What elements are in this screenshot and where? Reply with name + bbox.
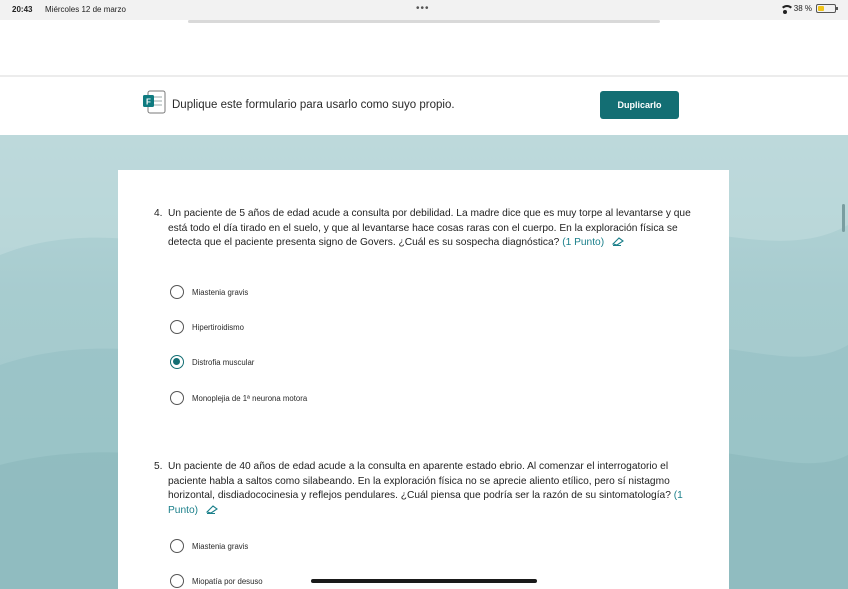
duplicate-banner-text: Duplique este formulario para usarlo como suyo propio.	[172, 99, 455, 111]
question-text: Un paciente de 40 años de edad acude a la consulta en aparente estado ebrio. Al comenzar el interrogatorio el paciente habla a saltos como silabeando. En la exploración física no se aprecie aliento etílico, pero sí nistagmo horizontal, disdiadococinesia y reflejos pendulares. ¿Cuál piensa que podría ser la razón de su sintomatología?	[168, 461, 671, 501]
scrollbar[interactable]	[842, 204, 845, 232]
radio-button[interactable]	[170, 320, 184, 334]
radio-button[interactable]	[170, 285, 184, 299]
battery-fill	[818, 6, 824, 11]
option-hipertiroidismo[interactable]	[170, 319, 244, 335]
duplicate-button[interactable]: Duplicarlo	[600, 91, 679, 119]
page-header	[0, 23, 848, 75]
immersive-reader-icon[interactable]	[611, 236, 625, 246]
question-number: 4.	[154, 208, 163, 219]
immersive-reader-icon[interactable]	[205, 504, 219, 514]
status-bar	[0, 0, 848, 20]
radio-button-selected[interactable]	[170, 355, 184, 369]
svg-text:F: F	[146, 97, 151, 107]
duplicate-banner	[0, 77, 848, 135]
status-indicators	[780, 4, 836, 13]
wifi-icon	[780, 5, 790, 13]
home-indicator[interactable]	[311, 579, 537, 583]
status-date: Miércoles 12 de marzo	[45, 5, 126, 14]
question-4	[154, 207, 694, 251]
option-miastenia-gravis[interactable]	[170, 284, 248, 300]
radio-button[interactable]	[170, 391, 184, 405]
question-points: (1 Punto)	[168, 490, 683, 516]
form-card	[118, 170, 729, 589]
radio-button[interactable]	[170, 574, 184, 588]
option-monoplejia[interactable]	[170, 390, 307, 406]
option-label: Distrofia muscular	[192, 357, 255, 367]
option-label: Monoplejia de 1ª neurona motora	[192, 393, 308, 403]
option-label: Miastenia gravis	[192, 287, 249, 297]
question-points: (1 Punto)	[562, 237, 605, 248]
option-miopatia-por-desuso[interactable]	[170, 573, 263, 589]
option-label: Miopatía por desuso	[192, 576, 263, 586]
battery-percent: 38 %	[793, 4, 812, 13]
question-text: Un paciente de 5 años de edad acude a consulta por debilidad. La madre dice que es muy torpe al levantarse y que está todo el día tirado en el suelo, y que al levantarse hace cosas raras con el cuerpo. En la exploración física se detecta que el paciente presenta signo de Govers. ¿Cuál es su sospecha diagnóstica?	[168, 208, 691, 248]
microsoft-forms-icon	[142, 89, 166, 115]
radio-button[interactable]	[170, 539, 184, 553]
option-label: Hipertiroidismo	[192, 322, 244, 332]
option-miastenia-gravis[interactable]	[170, 538, 248, 554]
question-5	[154, 460, 694, 518]
option-distrofia-muscular[interactable]	[170, 354, 254, 370]
battery-icon	[816, 4, 836, 13]
option-label: Miastenia gravis	[192, 541, 249, 551]
multitasking-dots[interactable]: •••	[416, 3, 430, 14]
question-number: 5.	[154, 461, 163, 472]
status-time: 20:43	[12, 5, 33, 14]
